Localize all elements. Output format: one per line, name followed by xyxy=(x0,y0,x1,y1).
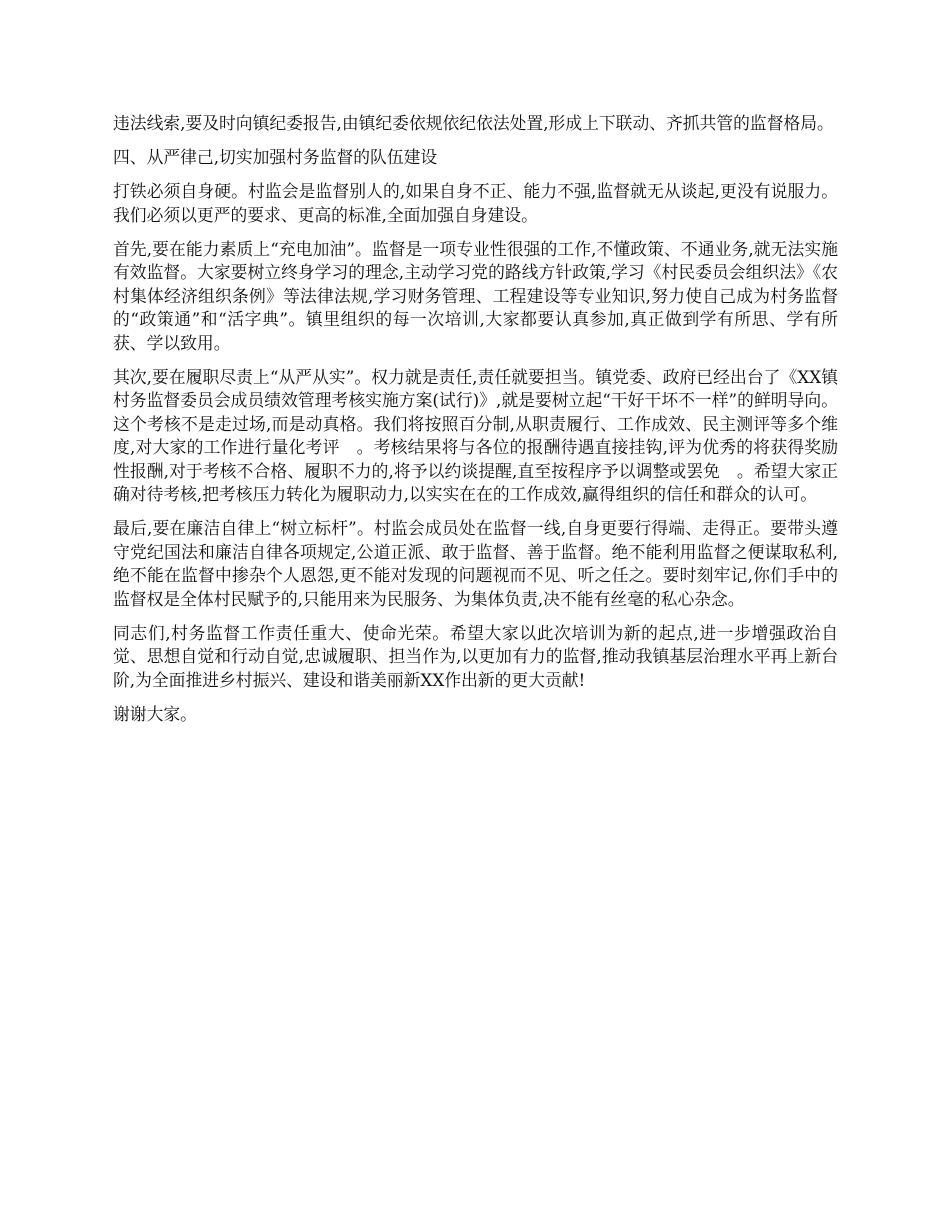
paragraph-self-discipline-intro: 打铁必须自身硬。村监会是监督别人的,如果自身不正、能力不强,监督就无从谈起,更没有说服力。我们必须以更严的要求、更高的标准,全面加强自身建设。 xyxy=(113,181,838,225)
paragraph-thanks: 谢谢大家。 xyxy=(113,703,197,724)
paragraph-integrity: 最后,要在廉洁自律上“树立标杆”。村监会成员处在监督一线,自身更要行得端、走得正。要带头遵守党纪国法和廉洁自律各项规定,公道正派、敢于监督、善于监督。绝不能利用监督之便谋取私利,绝不能在监督中掺杂个人恩怨,更不能对发现的问题视而不见、听之任之。要时刻牢记,你们手中的监督权是全体村民赋予的,只能用来为民服务、为集体负责,决不能有丝毫的私心杂念。 xyxy=(113,518,838,609)
paragraph-conclusion: 同志们,村务监督工作责任重大、使命光荣。希望大家以此次培训为新的起点,进一步增强政治自觉、思想自觉和行动自觉,忠诚履职、担当作为,以更加有力的监督,推动我镇基层治理水平再上新台阶,为全面推进乡村振兴、建设和谐美丽新XX作出新的更大贡献! xyxy=(113,622,838,690)
paragraph-duty-performance: 其次,要在履职尽责上“从严从实”。权力就是责任,责任就要担当。镇党委、政府已经出台了《XX镇村务监督委员会成员绩效管理考核实施方案(试行)》,就是要树立起“干好干坏不一样”的鲜明导向。这个考核不是走过场,而是动真格。我们将按照百分制,从职责履行、工作成效、民主测评等多个维度,对大家的工作进行量化考评 。考核结果将与各位的报酬待遇直接挂钩,评为优秀的将获得奖励性报酬,对于考核不合格、履职不力的,将予以约谈提醒,直至按程序予以调整或罢免 。希望大家正确对待考核,把考核压力转化为履职动力,以实实在在的工作成效,赢得组织的信任和群众的认可。 xyxy=(113,366,838,504)
section-heading-four: 四、从严律己,切实加强村务监督的队伍建设 xyxy=(113,147,438,167)
paragraph-supervision-pattern: 违法线索,要及时向镇纪委报告,由镇纪委依规依纪依法处置,形成上下联动、齐抓共管的监督格局。 xyxy=(113,113,834,133)
paragraph-capability: 首先,要在能力素质上“充电加油”。监督是一项专业性很强的工作,不懂政策、不通业务,就无法实施有效监督。大家要树立终身学习的理念,主动学习党的路线方针政策,学习《村民委员会组织法》《农村集体经济组织条例》等法律法规,学习财务管理、工程建设等专业知识,努力使自己成为村务监督的“政策通”和“活字典”。镇里组织的每一次培训,大家都要认真参加,真正做到学有所思、学有所获、学以致用。 xyxy=(113,238,838,353)
document-page xyxy=(113,112,838,737)
